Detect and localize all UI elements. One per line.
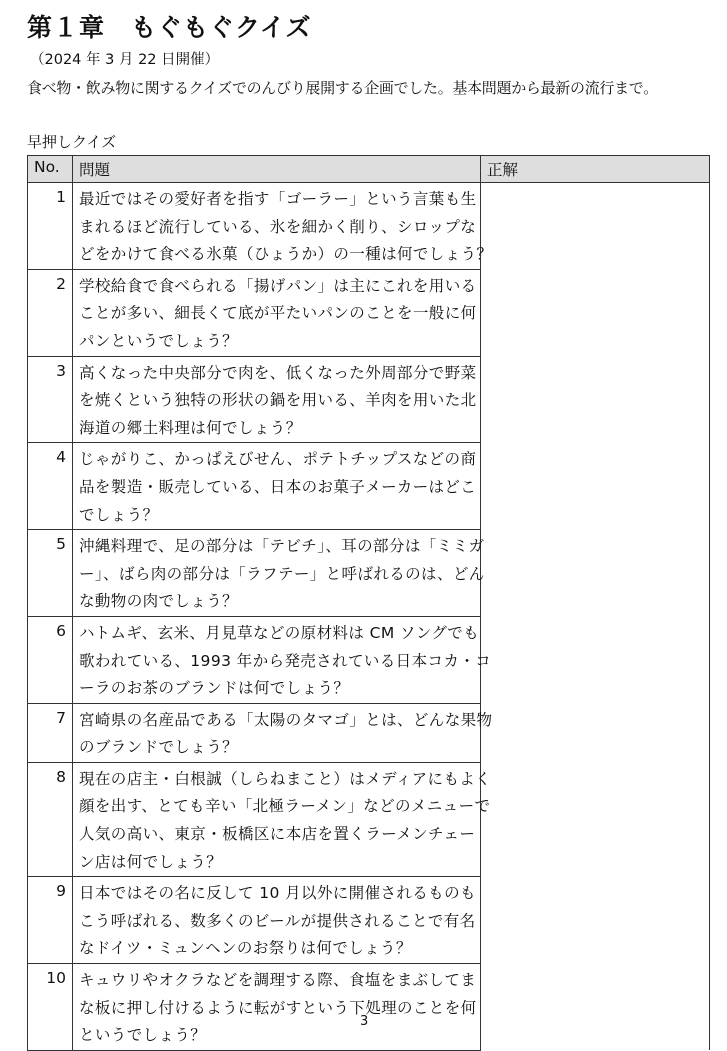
question-line: なドイツ・ミュンヘンのお祭りは何でしょう？	[79, 939, 412, 958]
question-text	[73, 877, 481, 964]
answer-cell[interactable]	[481, 183, 710, 1051]
question-line: 歌われている、1993 年から発売されている日本コカ・コ	[79, 651, 492, 670]
question-number: 7	[28, 703, 73, 762]
question-number: 2	[28, 269, 73, 356]
question-text	[73, 443, 481, 530]
page-number: 3	[360, 1014, 369, 1029]
question-text	[73, 183, 493, 270]
section-title: 早押しクイズ	[27, 133, 117, 151]
question-line: ハトムギ、玄米、月見草などの原材料は CM ソングでも	[79, 623, 480, 642]
question-line: ー」、ばら肉の部分は「ラフテー」と呼ばれるのは、どん	[79, 564, 485, 583]
question-line: ン店は何でしょう？	[79, 852, 223, 871]
question-line: 沖縄料理で、足の部分は「テビチ」、耳の部分は「ミミガ	[79, 537, 485, 556]
question-line: 現在の店主・白根誠（しらねまこと）はメディアにもよく	[79, 769, 492, 788]
question-line: 高くなった中央部分で肉を、低くなった外周部分で野菜	[79, 363, 477, 382]
question-line: でしょう？	[79, 505, 159, 524]
question-line: 宮崎県の名産品である「太陽のタマゴ」とは、どんな果物	[79, 710, 493, 729]
question-number: 4	[28, 443, 73, 530]
question-line: キュウリやオクラなどを調理する際、食塩をまぶしてま	[79, 971, 477, 990]
question-line: パンというでしょう？	[79, 331, 239, 350]
quiz-table	[27, 155, 710, 1051]
question-text	[73, 762, 492, 876]
chapter-title: 第１章 もぐもぐクイズ	[27, 13, 312, 42]
question-line: じゃがりこ、かっぱえびせん、ポテトチップスなどの商	[79, 450, 477, 469]
question-line: 日本ではその名に反して 10 月以外に開催されるものも	[79, 884, 476, 903]
table-row	[28, 183, 710, 270]
question-line: まれるほど流行している、氷を細かく削り、シロップな	[79, 217, 477, 236]
event-date: （2024 年 3 月 22 日開催）	[30, 52, 220, 68]
question-number: 5	[28, 530, 73, 617]
table-header-row	[28, 156, 710, 183]
question-line: こう呼ばれる、数多くのビールが提供されることで有名	[79, 911, 476, 930]
header-question: 問題	[73, 156, 481, 183]
question-line: 学校給食で食べられる「揚げパン」は主にこれを用いる	[79, 276, 477, 295]
question-line: どをかけて食べる氷菓（ひょうか）の一種は何でしょう？	[79, 245, 493, 264]
question-number: 10	[28, 964, 73, 1051]
question-text	[73, 964, 481, 1051]
question-line: な動物の肉でしょう？	[79, 592, 239, 611]
question-number: 3	[28, 356, 73, 443]
question-text	[73, 356, 481, 443]
question-line: 海道の郷土料理は何でしょう？	[79, 418, 302, 437]
question-text	[73, 703, 493, 762]
question-line: 品を製造・販売している、日本のお菓子メーカーはどこ	[79, 477, 477, 496]
question-line: というでしょう？	[79, 1026, 207, 1045]
question-number: 8	[28, 762, 73, 876]
question-line: 人気の高い、東京・板橋区に本店を置くラーメンチェー	[79, 825, 476, 844]
question-text	[73, 530, 485, 617]
question-number: 1	[28, 183, 73, 270]
question-number: 6	[28, 616, 73, 703]
question-line: な板に押し付けるように転がすという下処理のことを何	[79, 998, 477, 1017]
question-line: 顔を出す、とても辛い「北極ラーメン」などのメニューで	[79, 797, 491, 816]
header-answer: 正解	[481, 156, 710, 183]
question-line: のブランドでしょう？	[79, 738, 239, 757]
question-text	[73, 616, 492, 703]
header-no: No.	[28, 156, 73, 183]
question-line: ーラのお茶のブランドは何でしょう？	[79, 679, 350, 698]
question-line: 最近ではその愛好者を指す「ゴーラー」という言葉も生	[79, 190, 477, 208]
question-text	[73, 269, 481, 356]
chapter-description: 食べ物・飲み物に関するクイズでのんびり展開する企画でした。基本問題から最新の流行まで。	[27, 79, 658, 97]
question-line: を焼くという独特の形状の鍋を用いる、羊肉を用いた北	[79, 391, 477, 410]
question-number: 9	[28, 877, 73, 964]
question-line: ことが多い、細長くて底が平たいパンのことを一般に何	[79, 304, 477, 323]
